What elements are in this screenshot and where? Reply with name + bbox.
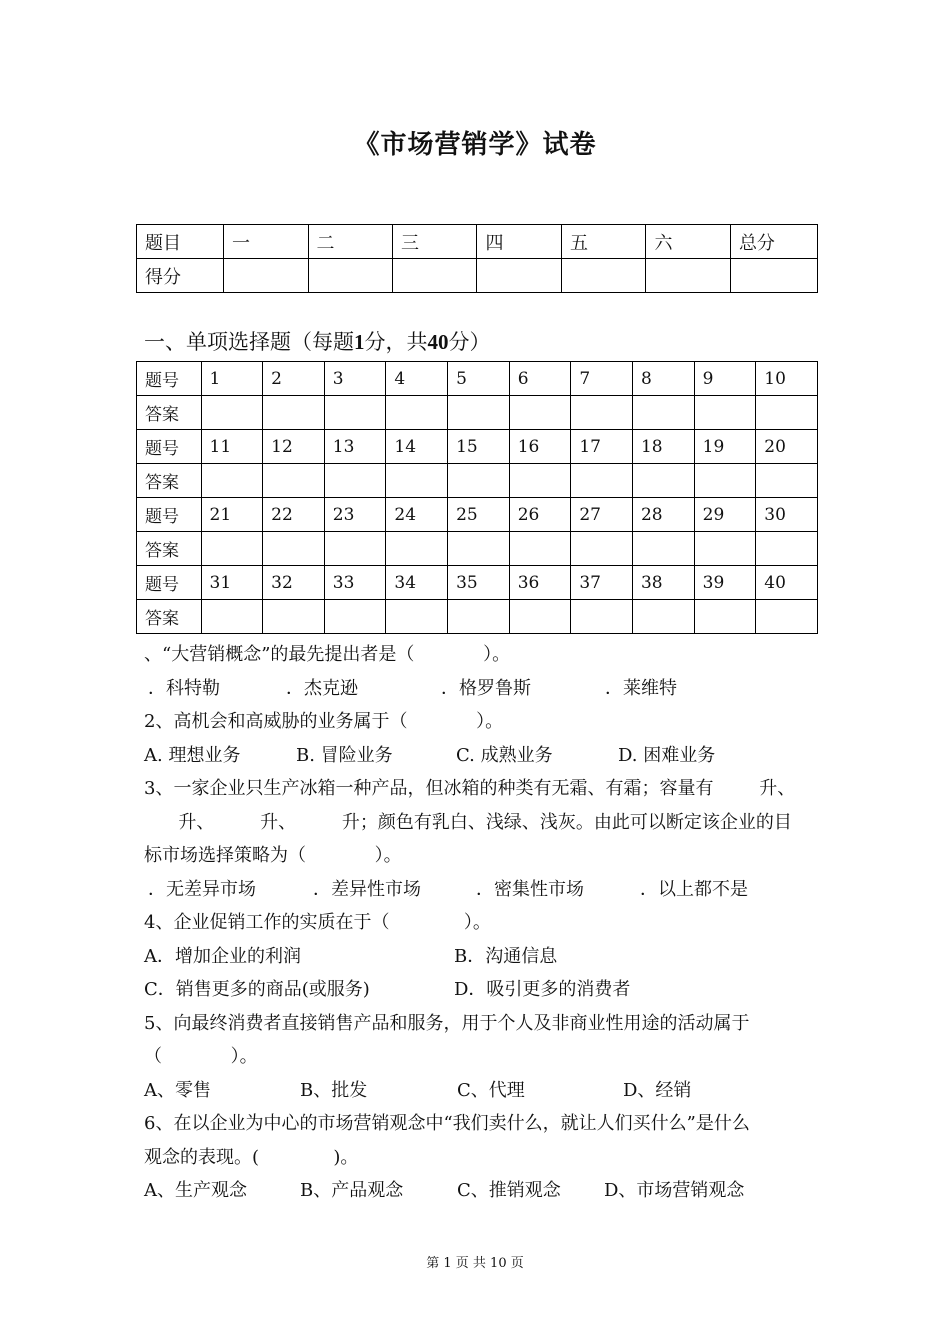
option: ．以上都不是 (640, 878, 748, 900)
question-6-options (144, 1174, 824, 1208)
answer-input-cell[interactable] (756, 464, 818, 498)
exam-title: 《市场营销学》试卷 (353, 130, 597, 160)
option: A、生产观念 (144, 1180, 247, 1201)
answer-label: 答案 (137, 532, 202, 566)
answer-input-cell[interactable] (694, 396, 756, 430)
question-number-cell: 40 (756, 566, 818, 600)
question-6-line-1: 6、在以企业为中心的市场营销观念中“我们卖什么，就让人们买什么”是什么 (144, 1113, 750, 1134)
answer-label: 答案 (137, 464, 202, 498)
page-footer: 第 1 页 共 10 页 (426, 1256, 524, 1271)
answer-input-cell[interactable] (201, 600, 263, 634)
answer-input-cell[interactable] (386, 600, 448, 634)
answer-input-cell[interactable] (571, 464, 633, 498)
score-input-cell[interactable] (646, 259, 730, 293)
option: ．科特勒 (148, 677, 220, 699)
question-number-cell: 22 (263, 498, 325, 532)
answer-row (137, 600, 818, 634)
score-header-cell: 五 (561, 225, 645, 259)
question-3-line-2: 升、 升、 升；颜色有乳白、浅绿、浅灰。由此可以断定该企业的目 (144, 811, 792, 833)
answer-input-cell[interactable] (263, 396, 325, 430)
answer-input-cell[interactable] (448, 600, 510, 634)
question-number-cell: 29 (694, 498, 756, 532)
answer-number-label: 题号 (137, 430, 202, 464)
option: D．吸引更多的消费者 (454, 979, 631, 1000)
question-4-options-cd (144, 973, 824, 1007)
question-number-cell: 21 (201, 498, 263, 532)
question-number-cell: 32 (263, 566, 325, 600)
answer-input-cell[interactable] (571, 396, 633, 430)
score-header-cell: 三 (393, 225, 477, 259)
option: A. 理想业务 (144, 744, 241, 766)
score-header-cell: 六 (646, 225, 730, 259)
answer-input-cell[interactable] (632, 396, 694, 430)
score-input-cell[interactable] (308, 259, 392, 293)
answer-input-cell[interactable] (324, 464, 386, 498)
question-number-cell: 15 (448, 430, 510, 464)
answer-table (136, 361, 818, 634)
question-number-cell: 23 (324, 498, 386, 532)
question-number-cell: 20 (756, 430, 818, 464)
answer-input-cell[interactable] (386, 532, 448, 566)
answer-input-cell[interactable] (448, 396, 510, 430)
question-number-cell: 37 (571, 566, 633, 600)
question-number-cell: 16 (509, 430, 571, 464)
section-1-mid: 分，共 (364, 330, 428, 354)
answer-input-cell[interactable] (448, 464, 510, 498)
question-number-cell: 2 (263, 362, 325, 396)
section-1-heading (144, 326, 491, 356)
answer-input-cell[interactable] (571, 532, 633, 566)
option: D、市场营销观念 (604, 1180, 745, 1201)
answer-input-cell[interactable] (324, 396, 386, 430)
question-number-cell: 35 (448, 566, 510, 600)
answer-input-cell[interactable] (694, 532, 756, 566)
question-number-cell: 8 (632, 362, 694, 396)
option: C、代理 (457, 1079, 525, 1101)
question-3-options (144, 873, 824, 907)
option: B．沟通信息 (454, 945, 558, 967)
answer-row (137, 464, 818, 498)
score-table-header-row (137, 225, 818, 259)
question-number-cell: 28 (632, 498, 694, 532)
answer-label: 答案 (137, 600, 202, 634)
answer-row (137, 396, 818, 430)
option: ．杰克逊 (286, 677, 358, 699)
question-5-line-1: 5、向最终消费者直接销售产品和服务，用于个人及非商业性用途的活动属于 (144, 1012, 750, 1034)
question-6-line-2: 观念的表现。( )。 (144, 1146, 359, 1168)
question-number-cell: 10 (756, 362, 818, 396)
question-number-cell: 36 (509, 566, 571, 600)
answer-input-cell[interactable] (756, 396, 818, 430)
question-number-cell: 12 (263, 430, 325, 464)
answer-input-cell[interactable] (201, 532, 263, 566)
option: ．密集性市场 (476, 878, 584, 900)
question-5-options (144, 1074, 824, 1108)
question-number-cell: 11 (201, 430, 263, 464)
answer-input-cell[interactable] (448, 532, 510, 566)
question-number-cell: 38 (632, 566, 694, 600)
question-1: 、“大营销概念”的最先提出者是（ ）。 (144, 644, 511, 665)
answer-number-row (137, 498, 818, 532)
answer-input-cell[interactable] (632, 464, 694, 498)
answer-input-cell[interactable] (632, 532, 694, 566)
answer-number-row (137, 566, 818, 600)
question-number-cell: 4 (386, 362, 448, 396)
option: B、批发 (300, 1079, 368, 1101)
answer-input-cell[interactable] (201, 396, 263, 430)
question-1-options (144, 672, 824, 706)
answer-input-cell[interactable] (386, 396, 448, 430)
answer-number-label: 题号 (137, 362, 202, 396)
option: B. 冒险业务 (296, 744, 393, 766)
answer-input-cell[interactable] (201, 464, 263, 498)
option: D. 困难业务 (618, 744, 716, 766)
answer-input-cell[interactable] (756, 600, 818, 634)
question-number-cell: 14 (386, 430, 448, 464)
option: A、零售 (144, 1079, 211, 1101)
option: ．差异性市场 (313, 878, 421, 900)
score-header-cell: 四 (477, 225, 561, 259)
question-number-cell: 5 (448, 362, 510, 396)
score-table (136, 224, 818, 293)
option: ．莱维特 (605, 677, 677, 699)
question-3-line-3: 标市场选择策略为（ ）。 (144, 845, 402, 866)
question-number-cell: 25 (448, 498, 510, 532)
section-1-prefix: 一、单项选择题（每题 (144, 330, 354, 354)
option: C．销售更多的商品(或服务) (144, 979, 370, 1000)
answer-input-cell[interactable] (263, 600, 325, 634)
answer-number-row (137, 362, 818, 396)
answer-row (137, 532, 818, 566)
answer-input-cell[interactable] (509, 532, 571, 566)
question-number-cell: 18 (632, 430, 694, 464)
section-1-points-each: 1 (354, 330, 365, 354)
answer-input-cell[interactable] (386, 464, 448, 498)
score-header-cell: 总分 (730, 225, 817, 259)
option: ．格罗鲁斯 (441, 677, 531, 699)
question-number-cell: 26 (509, 498, 571, 532)
question-number-cell: 31 (201, 566, 263, 600)
option: C. 成熟业务 (456, 744, 553, 766)
question-number-cell: 33 (324, 566, 386, 600)
option: D、经销 (623, 1079, 692, 1101)
question-4-options-ab (144, 940, 824, 974)
answer-label: 答案 (137, 396, 202, 430)
question-number-cell: 34 (386, 566, 448, 600)
score-table-score-row (137, 259, 818, 293)
question-number-cell: 17 (571, 430, 633, 464)
score-input-cell[interactable] (561, 259, 645, 293)
question-number-cell: 13 (324, 430, 386, 464)
score-row-label: 得分 (137, 259, 224, 293)
answer-input-cell[interactable] (756, 532, 818, 566)
answer-input-cell[interactable] (324, 600, 386, 634)
score-input-cell[interactable] (730, 259, 817, 293)
answer-number-label: 题号 (137, 498, 202, 532)
score-input-cell[interactable] (393, 259, 477, 293)
score-header-cell: 一 (224, 225, 308, 259)
score-header-cell: 题目 (137, 225, 224, 259)
answer-input-cell[interactable] (694, 600, 756, 634)
option: C、推销观念 (457, 1180, 561, 1201)
section-1-suffix: 分） (448, 330, 491, 354)
answer-input-cell[interactable] (509, 600, 571, 634)
option: A．增加企业的利润 (144, 945, 301, 967)
score-input-cell[interactable] (477, 259, 561, 293)
question-number-cell: 3 (324, 362, 386, 396)
question-number-cell: 30 (756, 498, 818, 532)
answer-input-cell[interactable] (263, 532, 325, 566)
answer-input-cell[interactable] (324, 532, 386, 566)
answer-input-cell[interactable] (694, 464, 756, 498)
question-2-options (144, 739, 824, 773)
question-3-line-1: 3、一家企业只生产冰箱一种产品，但冰箱的种类有无霜、有霜；容量有 升、 (144, 778, 796, 799)
score-input-cell[interactable] (224, 259, 308, 293)
question-number-cell: 1 (201, 362, 263, 396)
answer-input-cell[interactable] (263, 464, 325, 498)
answer-input-cell[interactable] (509, 464, 571, 498)
question-list (144, 638, 824, 1208)
answer-input-cell[interactable] (632, 600, 694, 634)
question-number-cell: 39 (694, 566, 756, 600)
answer-number-row (137, 430, 818, 464)
question-number-cell: 6 (509, 362, 571, 396)
answer-input-cell[interactable] (509, 396, 571, 430)
question-4: 4、企业促销工作的实质在于（ ）。 (144, 912, 491, 933)
question-number-cell: 19 (694, 430, 756, 464)
question-number-cell: 27 (571, 498, 633, 532)
answer-number-label: 题号 (137, 566, 202, 600)
option: ．无差异市场 (148, 878, 256, 900)
section-1-total: 40 (427, 330, 449, 354)
question-2: 2、高机会和高威胁的业务属于（ ）。 (144, 711, 504, 732)
question-5-line-2: （ ）。 (144, 1046, 258, 1067)
question-number-cell: 24 (386, 498, 448, 532)
option: B、产品观念 (300, 1180, 404, 1201)
question-number-cell: 9 (694, 362, 756, 396)
answer-input-cell[interactable] (571, 600, 633, 634)
score-header-cell: 二 (308, 225, 392, 259)
question-number-cell: 7 (571, 362, 633, 396)
